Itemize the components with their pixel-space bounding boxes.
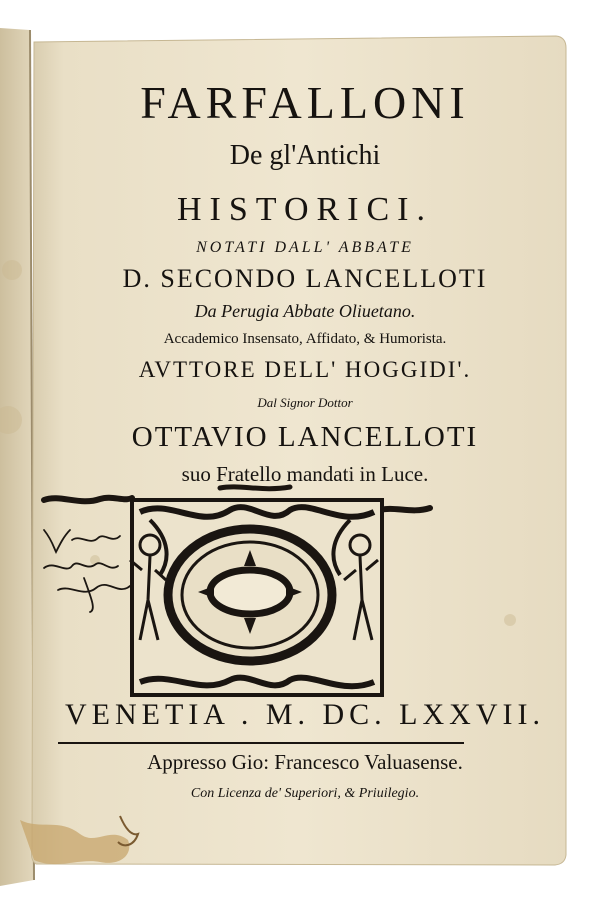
other-work-line: AVTTORE DELL' HOGGIDI'.	[138, 357, 472, 382]
printer-line: Appresso Gio: Francesco Valuasense.	[147, 750, 463, 774]
left-leaf	[0, 28, 34, 886]
author-name: D. SECONDO LANCELLOTI	[122, 264, 488, 293]
book-title: FARFALLONI	[140, 77, 470, 128]
author-origin: Da Perugia Abbate Oliuetano.	[194, 301, 416, 321]
notati-line: NOTATI DALL' ABBATE	[196, 239, 414, 256]
editor-intro: Dal Signor Dottor	[257, 395, 353, 410]
imprint-place-year: VENETIA . M. DC. LXXVII.	[65, 698, 545, 731]
license-line: Con Licenza de' Superiori, & Priuilegio.	[190, 786, 420, 801]
subtitle-line-1: De gl'Antichi	[229, 140, 381, 171]
editor-role: suo Fratello mandati in Luce.	[181, 462, 429, 486]
author-academies: Accademico Insensato, Affidato, & Humorista.	[163, 331, 447, 347]
printers-device-woodcut	[130, 500, 382, 695]
editor-name: OTTAVIO LANCELLOTI	[131, 421, 479, 453]
subtitle-line-2: HISTORICI.	[177, 191, 433, 228]
